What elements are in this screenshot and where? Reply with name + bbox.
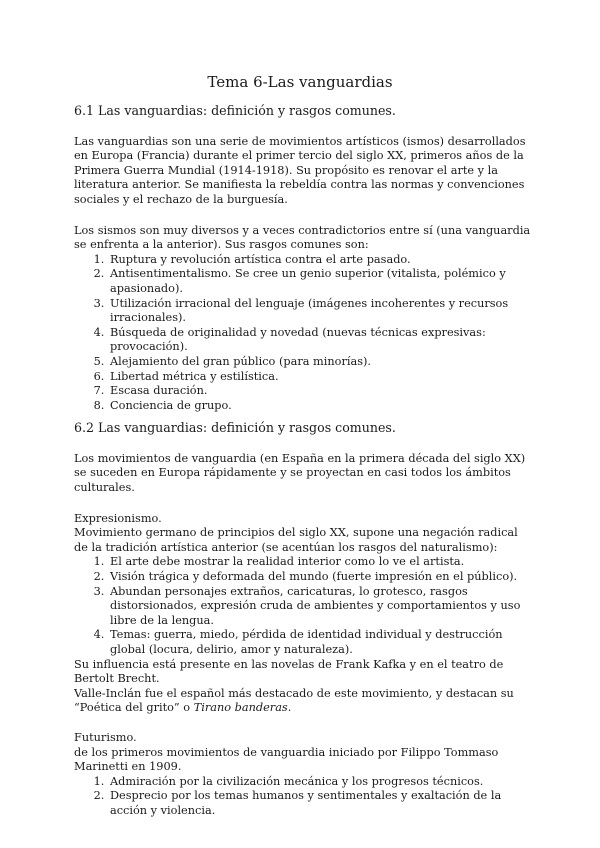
list-item: 1. Ruptura y revolución artística contra el arte pasado. (108, 253, 534, 268)
list-item: 7. Escasa duración. (108, 384, 534, 399)
expresionismo-list (74, 555, 534, 657)
expresionismo-description: Movimiento germano de principios del siglo XX, supone una negación radical de la tradición artística anterior (se acentúan los rasgos del naturalismo): (74, 526, 518, 554)
list-item: 2. Antisentimentalismo. Se cree un genio superior (vitalista, polémico y apasionado). (108, 267, 534, 296)
section-2-intro: Los movimientos de vanguardia (en España en la primera década del siglo XX) se suceden en Europa rápidamente y se proyectan en casi todos los ámbitos culturales. (74, 451, 526, 495)
list-item: 2. Desprecio por los temas humanos y sentimentales y exaltación de la acción y violencia. (108, 789, 534, 818)
section-1-heading: 6.1 Las vanguardias: definición y rasgos comunes. (74, 103, 396, 118)
document-body (74, 104, 534, 819)
list-item: 1. Admiración por la civilización mecánica y los progresos técnicos. (108, 775, 534, 790)
valle-suffix: . (287, 701, 292, 715)
list-item: 4. Temas: guerra, miedo, pérdida de identidad individual y destrucción global (locura, delirio, amor y naturaleza). (108, 628, 534, 657)
page-title: Tema 6-Las vanguardias (207, 73, 393, 91)
futurismo-list (74, 775, 534, 819)
valle-text: Valle-Inclán fue el español más destacado de este movimiento, y destacan su “Poética del grito” o (74, 686, 514, 715)
section-2-heading: 6.2 Las vanguardias: definición y rasgos comunes. (74, 420, 396, 436)
expresionismo-influence: Su influencia está presente en las novelas de Frank Kafka y en el teatro de Bertolt Brecht. (74, 657, 504, 686)
expresionismo-title: Expresionismo. (74, 511, 162, 525)
expresionismo-valle (74, 687, 534, 716)
list-item: 3. Abundan personajes extraños, caricaturas, lo grotesco, rasgos distorsionados, expresión cruda de ambientes y comportamientos y uso libre de la lengua. (108, 585, 534, 629)
list-item: 3. Utilización irracional del lenguaje (imágenes incoherentes y recursos irracionales). (108, 297, 534, 326)
list-item: 8. Conciencia de grupo. (108, 399, 534, 414)
traits-list (74, 253, 534, 414)
section-1-lead: Los sismos son muy diversos y a veces contradictorios entre sí (una vanguardia se enfrenta a la anterior). Sus rasgos comunes son: (74, 223, 531, 252)
valle-work-title: Tirano banderas (193, 701, 288, 715)
list-item: 1. El arte debe mostrar la realidad interior como lo ve el artista. (108, 555, 534, 570)
futurismo-title: Futurismo. (74, 730, 137, 744)
list-item: 5. Alejamiento del gran público (para minorías). (108, 355, 534, 370)
list-item: 6. Libertad métrica y estilística. (108, 370, 534, 385)
list-item: 4. Búsqueda de originalidad y novedad (nuevas técnicas expresivas: provocación). (108, 326, 534, 355)
section-1-intro: Las vanguardias son una serie de movimientos artísticos (ismos) desarrollados en Europa (Francia) durante el primer tercio del siglo XX, primeros años de la Primera Guerra Mundial (1914-1918). Su propósito es renovar el arte y la literatura anterior. Se manifiesta la rebeldía contra las normas y convenciones sociales y el rechazo de la burguesía. (74, 134, 526, 206)
futurismo-description: de los primeros movimientos de vanguardia iniciado por Filippo Tommaso Marinetti en 1909. (74, 745, 499, 774)
list-item: 2. Visión trágica y deformada del mundo (fuerte impresión en el público). (108, 570, 534, 585)
